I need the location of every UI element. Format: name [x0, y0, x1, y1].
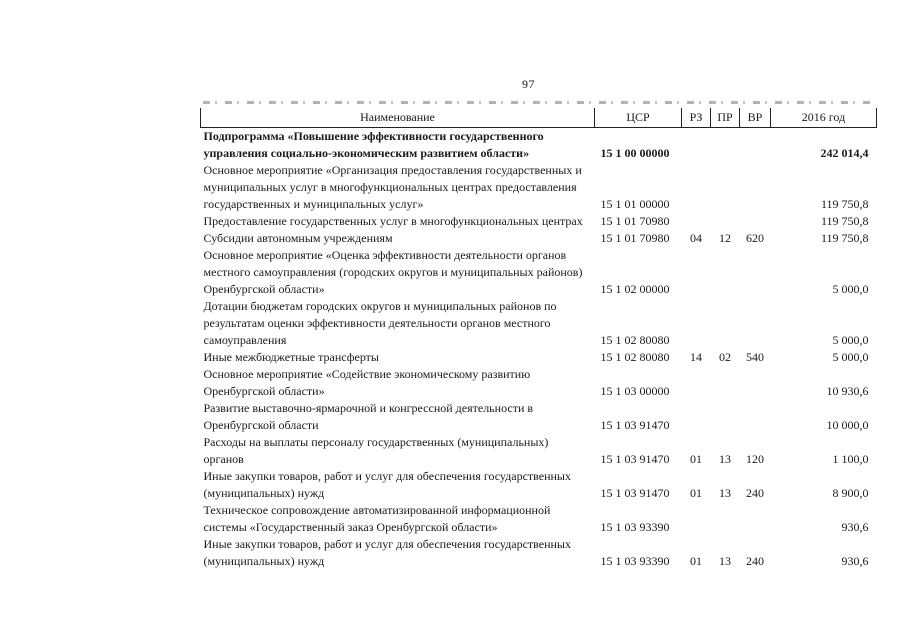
row-amount: 8 900,0: [832, 486, 869, 500]
row-pr: [711, 366, 740, 400]
row-vr: [740, 128, 771, 163]
row-amount: 119 750,8: [820, 197, 869, 211]
header-rz: РЗ: [682, 108, 711, 128]
header-csr: ЦСР: [595, 108, 682, 128]
row-rz: [682, 366, 711, 400]
row-csr: 15 1 02 80080: [600, 350, 670, 364]
row-amount: 1 100,0: [832, 452, 869, 466]
row-name: Развитие выставочно-ярмарочной и конгрессной деятельности в Оренбургской области: [203, 401, 534, 432]
row-amount: 119 750,8: [820, 214, 869, 228]
row-pr: 13: [719, 486, 731, 500]
row-csr: 15 1 01 70980: [600, 214, 670, 228]
row-amount: 930,6: [841, 520, 869, 534]
row-amount: 10 000,0: [826, 418, 869, 432]
row-vr: [740, 298, 771, 349]
row-vr: 240: [746, 554, 764, 568]
row-rz: [682, 128, 711, 163]
row-rz: 01: [690, 486, 702, 500]
table-row: [201, 247, 877, 298]
row-vr: [740, 366, 771, 400]
row-amount: 10 930,6: [826, 384, 869, 398]
row-vr: 620: [746, 231, 764, 245]
table-row: [201, 400, 877, 434]
header-pr: ПР: [711, 108, 740, 128]
row-name: Субсидии автономным учреждениям: [203, 231, 393, 245]
row-rz: [682, 400, 711, 434]
row-name: Предоставление государственных услуг в многофункциональных центрах: [203, 214, 583, 228]
row-csr: 15 1 03 91470: [600, 452, 670, 466]
row-pr: [711, 162, 740, 213]
row-amount: 5 000,0: [832, 350, 869, 364]
row-csr: 15 1 03 91470: [600, 486, 670, 500]
row-rz: [682, 298, 711, 349]
row-pr: [711, 400, 740, 434]
table-row: [201, 536, 877, 570]
table-row: [201, 162, 877, 213]
row-rz: 04: [690, 231, 702, 245]
row-name: Дотации бюджетам городских округов и муниципальных районов по результатам оценки эффективности деятельности органов местного самоуправления: [203, 299, 557, 347]
row-name: Иные межбюджетные трансферты: [203, 350, 379, 364]
row-csr: 15 1 03 91470: [600, 418, 670, 432]
table-row: [201, 128, 877, 163]
row-pr: 13: [719, 452, 731, 466]
page-number: 97: [522, 77, 535, 91]
row-rz: [682, 162, 711, 213]
row-amount: 119 750,8: [820, 231, 869, 245]
table-row: [201, 230, 877, 247]
scan-artifact-line: [203, 101, 875, 104]
row-name: Подпрограмма «Повышение эффективности государственного управления социально-экономическим развитием области»: [203, 129, 544, 160]
row-amount: 5 000,0: [832, 282, 869, 296]
row-csr: 15 1 02 00000: [600, 282, 670, 296]
row-pr: [711, 298, 740, 349]
row-pr: [711, 213, 740, 230]
row-name: Расходы на выплаты персоналу государственных (муниципальных) органов: [203, 435, 549, 466]
row-rz: 01: [690, 554, 702, 568]
row-amount: 5 000,0: [832, 333, 869, 347]
table-row: [201, 502, 877, 536]
row-pr: [711, 247, 740, 298]
table-row: [201, 298, 877, 349]
header-vr: ВР: [740, 108, 771, 128]
row-csr: 15 1 01 00000: [600, 197, 670, 211]
row-rz: [682, 502, 711, 536]
row-name: Иные закупки товаров, работ и услуг для обеспечения государственных (муниципальных) нужд: [203, 537, 571, 568]
row-amount: 242 014,4: [820, 146, 869, 160]
row-csr: 15 1 03 93390: [600, 554, 670, 568]
budget-table: [200, 108, 877, 570]
row-csr: 15 1 01 70980: [600, 231, 670, 245]
row-name: Основное мероприятие «Оценка эффективности деятельности органов местного самоуправления (городских округов и муниципальных районов) Оренбургской области»: [203, 248, 583, 296]
row-name: Основное мероприятие «Организация предоставления государственных и муниципальных услуг в многофункциональных центрах предоставления государственных и муниципальных услуг»: [203, 163, 582, 211]
row-vr: 120: [746, 452, 764, 466]
header-name: Наименование: [201, 108, 595, 128]
row-csr: 15 1 03 00000: [600, 384, 670, 398]
row-vr: [740, 162, 771, 213]
table-row: [201, 468, 877, 502]
row-rz: [682, 213, 711, 230]
table-body: [201, 128, 877, 571]
row-rz: 14: [690, 350, 702, 364]
row-pr: 02: [719, 350, 731, 364]
header-year: 2016 год: [771, 108, 877, 128]
table-row: [201, 349, 877, 366]
row-csr: 15 1 03 93390: [600, 520, 670, 534]
row-name: Основное мероприятие «Содействие экономическому развитию Оренбургской области»: [203, 367, 531, 398]
row-vr: 240: [746, 486, 764, 500]
row-vr: [740, 400, 771, 434]
row-name: Техническое сопровождение автоматизированной информационной системы «Государственный заказ Оренбургской области»: [203, 503, 551, 534]
row-vr: [740, 213, 771, 230]
table-row: [201, 213, 877, 230]
row-vr: [740, 502, 771, 536]
row-name: Иные закупки товаров, работ и услуг для обеспечения государственных (муниципальных) нужд: [203, 469, 571, 500]
row-amount: 930,6: [841, 554, 869, 568]
table-header: [201, 108, 877, 128]
row-pr: 12: [719, 231, 731, 245]
table-row: [201, 366, 877, 400]
row-csr: 15 1 02 80080: [600, 333, 670, 347]
row-csr: 15 1 00 00000: [600, 146, 670, 160]
row-pr: [711, 502, 740, 536]
row-rz: [682, 247, 711, 298]
row-pr: 13: [719, 554, 731, 568]
row-vr: 540: [746, 350, 764, 364]
row-rz: 01: [690, 452, 702, 466]
table-row: [201, 434, 877, 468]
row-pr: [711, 128, 740, 163]
row-vr: [740, 247, 771, 298]
